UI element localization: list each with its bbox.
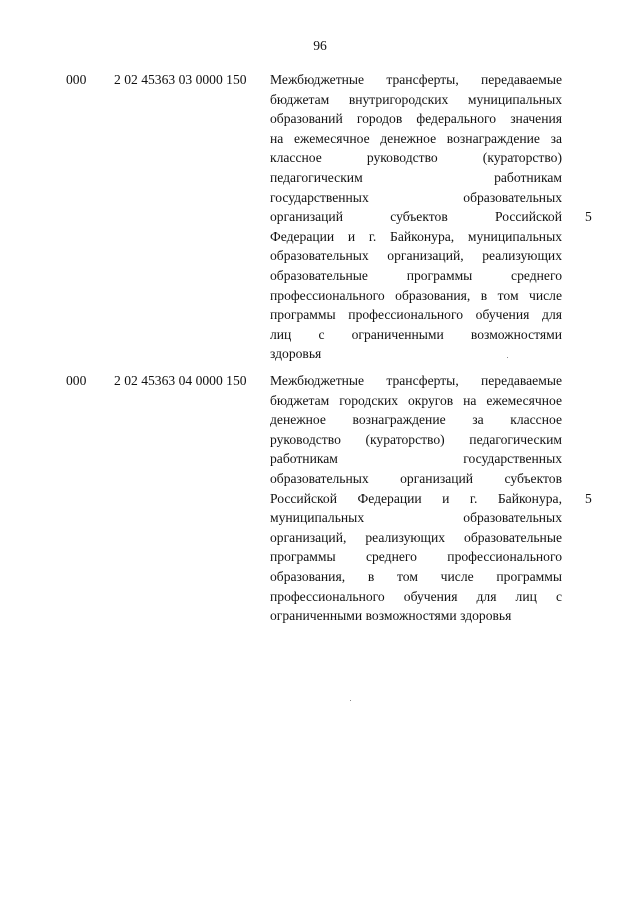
description-line: программы среднего профессионального (270, 549, 562, 565)
description-line: организаций субъектов Российской (270, 209, 562, 225)
description-line: педагогическим работникам (270, 169, 562, 185)
description-line: образовательных организаций, реализующих (270, 248, 562, 264)
description-line: денежное вознаграждение за классное (270, 412, 562, 428)
description-line: работникам государственных (270, 451, 562, 467)
budget-classification-code: 2 02 45363 03 0000 150 (114, 72, 247, 87)
description-line: Федерации и г. Байконура, муниципальных (270, 228, 562, 244)
description-line: ограниченными возможностями здоровья (270, 608, 512, 624)
description-line: муниципальных образовательных (270, 510, 562, 526)
description-line: лиц с ограниченными возможностями (270, 326, 562, 342)
description-line: образовательные программы среднего (270, 267, 562, 283)
description-line: Межбюджетные трансферты, передаваемые (270, 72, 562, 87)
description (270, 371, 562, 626)
admin-code: 000 (66, 72, 87, 87)
description-line: Российской Федерации и г. Байконура, (270, 490, 562, 506)
scan-speck (350, 700, 351, 701)
description-line: программы профессионального обучения для (270, 307, 562, 323)
line-code: 5 (585, 209, 592, 224)
description-line: классное руководство (кураторство) (270, 150, 562, 166)
line-code: 5 (585, 491, 592, 506)
description-line: профессионального образования, в том числе (270, 287, 562, 303)
admin-code: 000 (66, 373, 87, 388)
description-line: профессионального обучения для лиц с (270, 588, 562, 604)
description-line: руководство (кураторство) педагогическим (270, 431, 562, 447)
description-line: бюджетам городских округов на ежемесячное (270, 392, 562, 408)
description-line: на ежемесячное денежное вознаграждение за (270, 130, 562, 146)
description (270, 70, 562, 364)
description-line: образовательных организаций субъектов (270, 470, 562, 486)
budget-classification-code: 2 02 45363 04 0000 150 (114, 373, 247, 388)
scan-speck (507, 357, 508, 358)
description-line: государственных образовательных (270, 189, 562, 205)
description-line: организаций, реализующих образовательные (270, 529, 562, 545)
description-line: образований городов федерального значения (270, 111, 562, 127)
page-number: 96 (313, 38, 327, 53)
description-line: бюджетам внутригородских муниципальных (270, 91, 562, 107)
description-line: образования, в том числе программы (270, 568, 562, 584)
description-line: здоровья (270, 346, 322, 362)
description-line: Межбюджетные трансферты, передаваемые (270, 373, 562, 388)
